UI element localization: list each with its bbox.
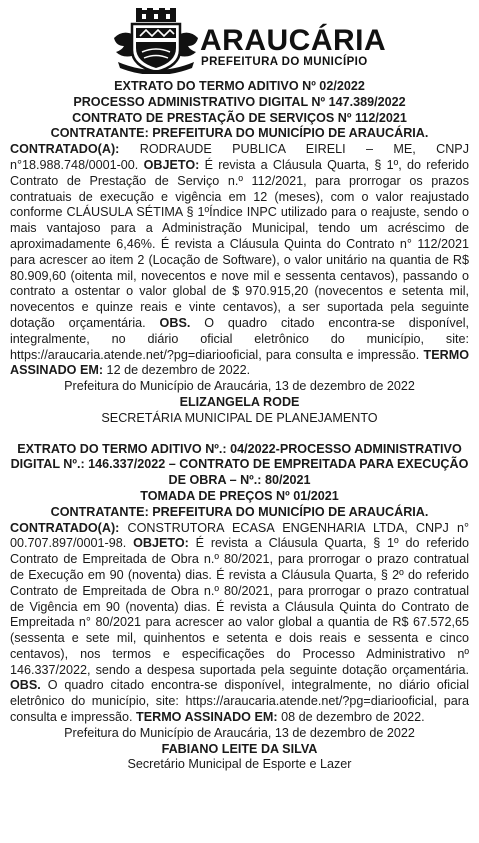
extract-2-body <box>10 521 469 726</box>
extract-2-local-date: Prefeitura do Município de Araucária, 13 de dezembro de 2022 <box>64 725 415 740</box>
extract-1-title-3: CONTRATO DE PRESTAÇÃO DE SERVIÇOS Nº 112/2021 <box>72 110 407 125</box>
termo-text: 12 de dezembro de 2022. <box>103 363 251 378</box>
contratado-text: RODRAUDE PUBLICA EIRELI – ME, CNPJ n°18.988.748/0001-00. <box>10 142 469 172</box>
objeto-label: OBJETO: <box>143 157 200 172</box>
contratado-label: CONTRATADO(A): <box>10 142 120 157</box>
termo-label: TERMO ASSINADO EM: <box>10 347 469 378</box>
obs-text: O quadro citado encontra-se disponível, integralmente, no diário oficial eletrônico do município, site: https://araucaria.atende.net/?pg=diariooficial, para consulta e impressão. <box>10 678 469 725</box>
extract-2-contratante: CONTRATANTE: PREFEITURA DO MUNICÍPIO DE ARAUCÁRIA. <box>50 504 429 519</box>
extract-1-local-date: Prefeitura do Município de Araucária, 13 de dezembro de 2022 <box>64 379 415 394</box>
objeto-text: É revista a Cláusula Quarta, § 1º do referido Contrato de Empreitada de Obra n.º 80/2021, para prorrogar o prazo contratual de Execução em 90 (noventa) dias. É revista a Cláusula Quarta, § 2º do referido Contrato de Empreitada de Obra n.º 80/2021, para prorrogar o prazo contratual de Vigência em 90 (noventa) dias. É revista a Cláusula Quinta do Contrato de Empreitada n° 80/2021 para acrescer ao valor global a quantia de R$ 67.572,65 (sessenta e sete mil, quinhentos e setenta e dois reais e sessenta e cinco centavos), nos termos e especificações do Processo Administrativo nº 146.337/2022, sendo a despesa suportada pela seguinte dotação orçamentária. <box>10 536 470 677</box>
extract-2-signer-name: FABIANO LEITE DA SILVA <box>161 741 318 756</box>
extract-1-title-2: PROCESSO ADMINISTRATIVO DIGITAL Nº 147.389/2022 <box>73 94 406 109</box>
brand-subtitle: PREFEITURA DO MUNICÍPIO <box>201 56 368 68</box>
termo-label: TERMO ASSINADO EM: <box>136 710 278 725</box>
extract-1-title-1: EXTRATO DO TERMO ADITIVO Nº 02/2022 <box>114 79 365 93</box>
obs-label: OBS. <box>10 678 41 693</box>
extract-1 <box>10 79 469 427</box>
extract-2 <box>10 442 469 774</box>
termo-text: 08 de dezembro de 2022. <box>277 710 425 725</box>
objeto-label: OBJETO: <box>133 536 189 551</box>
city-crest-icon <box>112 8 200 74</box>
extract-2-signer-role: Secretário Municipal de Esporte e Lazer <box>127 757 352 772</box>
content <box>10 79 469 773</box>
extract-2-title-2: TOMADA DE PREÇOS Nº 01/2021 <box>140 488 339 503</box>
contratado-label: CONTRATADO(A): <box>10 520 120 535</box>
brand-name: ARAUCÁRIA <box>200 24 387 57</box>
extract-1-signer-role: SECRETÁRIA MUNICIPAL DE PLANEJAMENTO <box>101 410 378 425</box>
section-gap <box>10 427 469 442</box>
objeto-text: É revista a Cláusula Quarta, § 1º, do referido Contrato de Prestação de Serviço n.º 112/2021, para prorrogar os prazos contratuais de execução e vigência em 12 (meses), com o valor reajustado conforme CLÁUSULA SÉTIMA § 1ºÍndice INPC utilizado para o reajuste, sendo o mais vantajoso para a Administração Municipal, tendo um acréscimo de aproximadamente 6,46%. É revista a Cláusula Quinta do Contrato n° 112/2021 para acrescer ao item 2 (Locação de Software), o valor unitário na quantia de R$ 80.909,60 (oitenta mil, novecentos e nove mil e sessenta centavos), passando o contrato a ostentar o valor global de $ 970.915,20 (novecentos e setenta mil, novecentos e quinze reais e vinte centavos), a ser suportada pela seguinte dotação orçamentária. <box>10 157 469 330</box>
extract-1-body <box>10 142 469 379</box>
extract-2-title-1: EXTRATO DO TERMO ADITIVO Nº.: 04/2022-PROCESSO ADMINISTRATIVO DIGITAL Nº.: 146.337/2022 – CONTRATO DE EMPREITADA PARA EXECUÇÃO DE OBRA – Nº.: 80/2021 <box>10 441 469 488</box>
masthead <box>0 8 479 78</box>
obs-text: O quadro citado encontra-se disponível, integralmente, no diário oficial eletrônico do município, site: https://araucaria.atende.net/?pg=diariooficial, para consulta e impressão. <box>10 315 469 362</box>
extract-1-contratante: CONTRATANTE: PREFEITURA DO MUNICÍPIO DE ARAUCÁRIA. <box>50 126 429 141</box>
extract-1-signer-name: ELIZANGELA RODE <box>179 394 300 409</box>
obs-label: OBS. <box>159 315 191 330</box>
contratado-text: CONSTRUTORA ECASA ENGENHARIA LTDA, CNPJ n° 00.707.897/0001-98. <box>10 520 469 551</box>
